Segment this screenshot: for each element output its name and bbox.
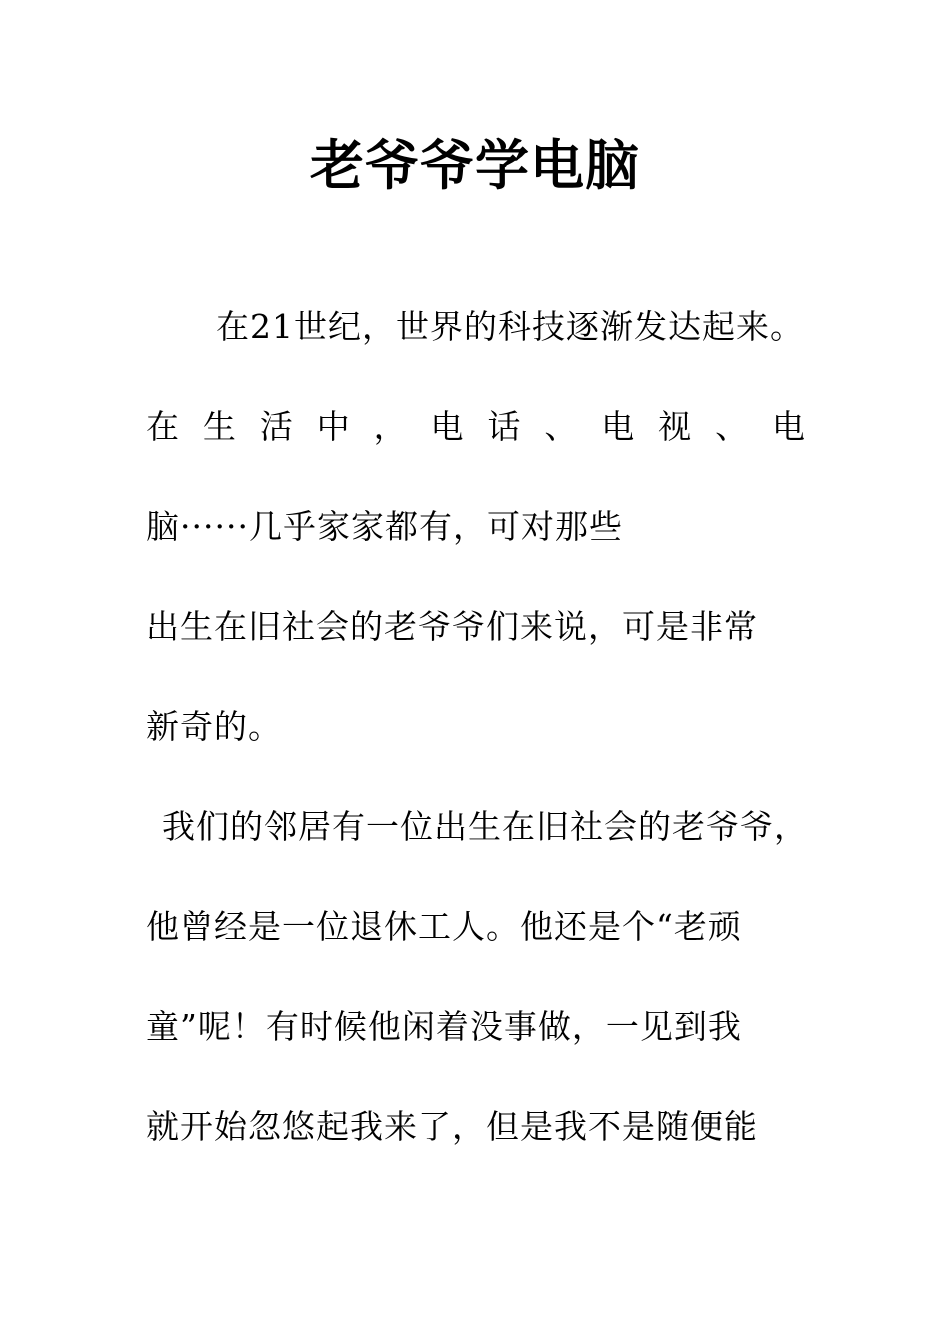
paragraph-line: 脑······几乎家家都有，可对那些 [146,507,623,546]
paragraph-line: 在21世纪，世界的科技逐渐发达起来。 [216,307,804,346]
paragraph-line: 我们的邻居有一位出生在旧社会的老爷爷， [162,807,808,846]
paragraph-line: 出生在旧社会的老爷爷们来说，可是非常 [146,607,758,646]
paragraph-line: 他曾经是一位退休工人。他还是个“老顽 [146,907,742,946]
paragraph-line: 新奇的。 [146,707,282,746]
paragraph-line: 童”呢！有时候他闲着没事做，一见到我 [146,1007,742,1046]
document-title: 老爷爷学电脑 [310,134,640,197]
paragraph-line: 就开始忽悠起我来了，但是我不是随便能 [146,1107,758,1146]
paragraph-line: 在生活中，电话、电视、电 [146,407,806,446]
